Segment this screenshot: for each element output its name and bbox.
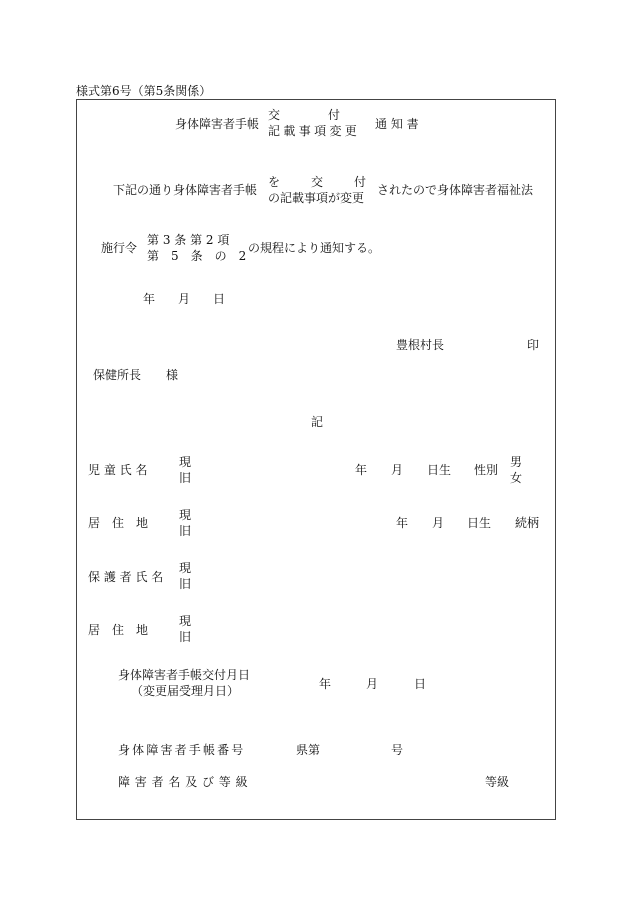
addressee-name: 保健所長 xyxy=(93,368,142,382)
child-sex-label: 性別 xyxy=(474,463,499,477)
address2-label: 居 住 地 xyxy=(88,623,149,637)
book-number-prefecture: 県第 xyxy=(296,743,321,757)
header-suffix: 通 知 書 xyxy=(375,117,419,131)
child-name-current: 現 xyxy=(179,455,192,469)
body-line1-opt1-c: 付 xyxy=(353,175,366,189)
child-name-current-former xyxy=(179,455,191,486)
child-birth-month: 月 xyxy=(391,463,404,477)
body-line1-opt1-b: 交 xyxy=(310,175,323,189)
address2-current-former xyxy=(179,614,191,645)
address2-former: 旧 xyxy=(179,630,192,645)
address2-current: 現 xyxy=(179,614,192,628)
guardian-name-current: 現 xyxy=(179,561,192,575)
body-line2-tail: の規程により通知する。 xyxy=(248,241,381,255)
address1-month: 月 xyxy=(432,516,445,530)
date-day: 日 xyxy=(213,292,226,306)
issuer-seal: 印 xyxy=(527,338,540,352)
disability-label: 障害者名及び等級 xyxy=(118,775,253,789)
issuer-name: 豊根村長 xyxy=(396,338,445,352)
header-option-issue: 交 付 xyxy=(268,108,341,122)
guardian-name-former: 旧 xyxy=(179,577,192,592)
guardian-name-current-former xyxy=(179,561,191,592)
address1-relation: 続柄 xyxy=(515,516,540,530)
address1-former: 旧 xyxy=(179,524,192,539)
address1-birth: 日生 xyxy=(467,516,492,530)
address1-label: 居 住 地 xyxy=(88,516,149,530)
address1-current-former xyxy=(179,508,191,539)
child-birth-day: 日生 xyxy=(427,463,452,477)
body-line2-options xyxy=(147,233,246,264)
form-number-label: 様式第6号（第5条関係） xyxy=(76,84,212,98)
child-name-label: 児 童 氏 名 xyxy=(88,463,148,477)
header-options xyxy=(268,108,360,139)
body-line2-opt2: 第 5 条 の 2 xyxy=(147,249,247,264)
child-name-former: 旧 xyxy=(179,471,192,486)
issue-date-year: 年 xyxy=(319,677,332,691)
issue-date-sublabel: （変更届受理月日） xyxy=(131,684,240,698)
date-month: 月 xyxy=(178,292,191,306)
header-option-change: 記載事項変更 xyxy=(268,124,361,139)
issue-date-day: 日 xyxy=(414,677,427,691)
date-year: 年 xyxy=(143,292,156,306)
book-number-suffix: 号 xyxy=(391,743,404,757)
addressee-honorific: 様 xyxy=(166,368,179,382)
body-line2-lead: 施行令 xyxy=(101,241,138,255)
child-sex-options xyxy=(510,455,522,486)
body-line1-lead: 下記の通り身体障害者手帳 xyxy=(113,183,258,197)
form-frame xyxy=(76,99,556,820)
body-line1-tail: されたので身体障害者福祉法 xyxy=(377,183,534,197)
body-line1-opt2: の記載事項が変更 xyxy=(268,191,365,206)
body-line2-opt1: 第 3 条 第 2 項 xyxy=(147,233,230,247)
ki-label: 記 xyxy=(311,415,324,429)
child-sex-male: 男 xyxy=(510,455,523,469)
child-sex-female: 女 xyxy=(510,471,523,486)
body-line1-options xyxy=(268,175,366,206)
issue-date-month: 月 xyxy=(366,677,379,691)
issue-date-label: 身体障害者手帳交付月日 xyxy=(118,668,251,682)
address1-year: 年 xyxy=(396,516,409,530)
child-birth-year: 年 xyxy=(355,463,368,477)
address1-current: 現 xyxy=(179,508,192,522)
body-line1-opt1-a: を xyxy=(268,175,281,189)
book-number-label: 身体障害者手帳番号 xyxy=(118,743,246,757)
header-prefix: 身体障害者手帳 xyxy=(175,117,260,131)
guardian-name-label: 保 護 者 氏 名 xyxy=(88,570,164,584)
disability-grade: 等級 xyxy=(485,775,510,789)
